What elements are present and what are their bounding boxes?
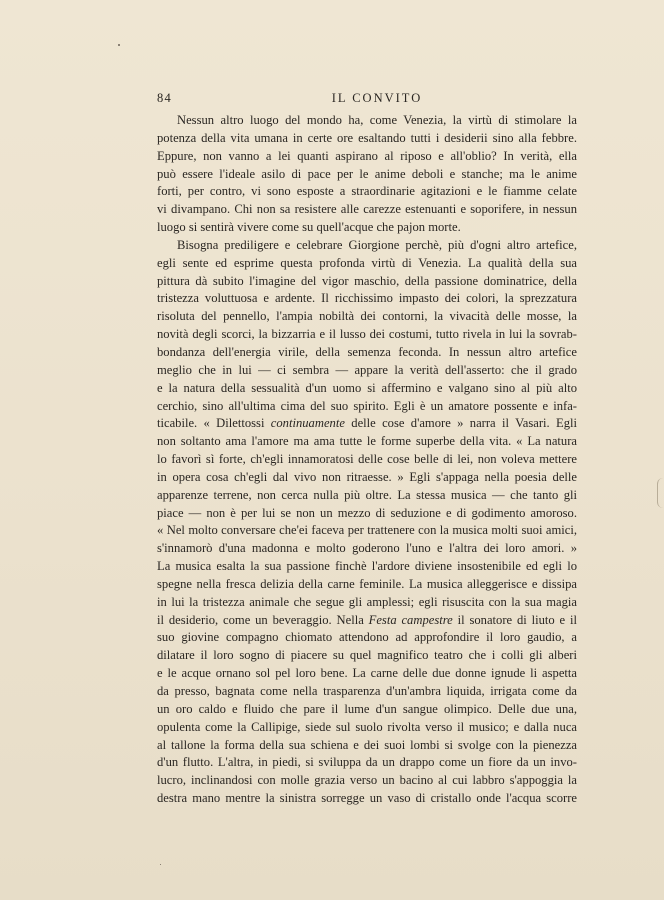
text-line: Nessun altro luogo del mondo ha, come Venezia, la virtù di stimolare la	[177, 113, 577, 127]
text-line: e la natura della sessualità d'un uomo si affermino e valgano sino al più alto	[157, 380, 577, 395]
text-line: tristezza voluttuosa e ardente. Il ricchissimo impasto dei colori, la sprezzatura	[157, 291, 577, 306]
text-line: apparenze terrene, non cerca nulla più oltre. La stessa musica — che tanto gli	[157, 487, 577, 502]
italic-text: Festa campestre	[368, 612, 453, 627]
body-text	[157, 112, 577, 808]
italic-text: continuamente	[270, 416, 345, 431]
text-line: « Nel molto conversare che'ei faceva per trattenere con la musica molti suoi amici,	[157, 523, 577, 538]
text-line: e le acque ornano sol pel loro bene. La carne delle due donne ignude li aspetta	[157, 666, 577, 681]
text-line: opulenta come la Callipige, siede sul suolo rivolta verso il musico; e dalla nuca	[157, 719, 577, 734]
text-line: forti, per contro, vi sono esposte a straordinarie agitazioni e le fiamme celate	[157, 184, 577, 199]
text-line: al tallone la forma della sua schiena e dei suoi lombi si svolge con la pienezza	[157, 737, 577, 752]
page-edge-mark	[657, 478, 664, 508]
text-line: potenza della vita umana in certe ore esaltando tutti i desiderii sino alla febbre.	[157, 130, 577, 145]
paper-speck	[160, 864, 161, 865]
page-header	[157, 91, 577, 109]
text-line: meglio che in lui — ci sembra — appare la verità dell'asserto: che il grado	[157, 362, 577, 377]
text-line: cerchio, sino all'ultima cima del suo spirito. Egli è un amatore possente e infa-	[157, 398, 577, 413]
text-segment: il sonatore di liuto e il	[452, 612, 577, 627]
text-line	[157, 415, 577, 433]
text-line: Eppure, non vanno a lei quanti aspirano al riposo e all'oblio? In verità, ella	[157, 148, 577, 163]
text-segment: ticabile. « Dilettossi	[157, 416, 271, 431]
text-line: un oro caldo e fluido che pare il lume d'un sangue olimpico. Delle due una,	[157, 701, 577, 716]
text-line: da presso, bagnata come nella trasparenza d'un'ambra liquida, irrigata come da	[157, 684, 577, 698]
text-line: vi divampano. Chi non sa resistere alle carezze estenuanti e soporifere, in nessun	[157, 202, 577, 217]
text-segment: il desiderio, come un beveraggio. Nella	[157, 612, 369, 627]
text-line: novità degli scorci, la bizzarria e il lusso dei costumi, tutto rivela in lui la sovrab-	[157, 327, 577, 342]
text-line: risoluta del pennello, l'ampia nobiltà dei contorni, la vivacità delle mosse, la	[157, 309, 577, 324]
text-line: s'innamorò d'una madonna e molto goderono l'uno e l'altra dei loro amori. »	[157, 541, 577, 556]
text-line: suo giovine compagno chiomato attendono ad approfondire il loro gaudio, a	[157, 630, 577, 645]
running-head: IL CONVITO	[331, 91, 423, 105]
text-line: dilatare il loro sogno di piacere su quel magnifico teatro che i colli gli alberi	[157, 648, 577, 663]
text-line: La musica esalta la sua passione finchè l'ardore diviene insostenibile ed egli lo	[157, 559, 577, 574]
text-line: spegne nella fresca delizia della carne feminile. La musica alleggerisce e dissipa	[157, 576, 577, 591]
text-line: destra mano mentre la sinistra sorregge un vaso di cristallo onde l'acqua scorre	[157, 791, 577, 806]
text-line: bondanza dell'energia virile, della semenza feconda. In nessun altro artefice	[157, 344, 577, 359]
text-line: in lui la tristezza animale che segue gli amplessi; egli risuscita con la sua magia	[157, 594, 577, 609]
text-line: può essere l'ideale asilo di pace per le anime deboli e stanche; ma le anime	[157, 166, 577, 181]
text-line: in opera cosa ch'egli dal vivo non ritraesse. » Egli s'appaga nella poesia delle	[157, 469, 577, 484]
text-segment: delle cose d'amore » narra il Vasari. Egli	[344, 416, 578, 431]
text-line: non soltanto ama l'amore ma ama tutte le forme superbe della vita. « La natura	[157, 434, 577, 449]
text-line: lo favorì sì forte, ch'egli innamoratosi delle cose belle di lei, non voleva mettere	[157, 452, 577, 467]
text-line: lucro, inclinandosi con molle grazia verso un bacino al cui labbro s'appoggia la	[157, 773, 577, 788]
text-line	[157, 612, 577, 630]
text-line: luogo si sentirà vivere come su quell'acque che pajon morte.	[157, 220, 461, 235]
text-line: piace — non è per lui se non un mezzo di seduzione e di godimento amoroso.	[157, 505, 577, 520]
text-line: d'un flutto. L'altra, in piedi, si sviluppa da un drappo come un fiore da un invo-	[157, 755, 577, 770]
text-line: pittura dà subito l'imagine del vigor maschio, della passione dominatrice, della	[157, 273, 577, 288]
text-line: Bisogna prediligere e celebrare Giorgione perchè, più d'ogni altro artefice,	[177, 237, 577, 252]
paper-speck	[118, 44, 120, 46]
text-line: egli sente ed esprime questa profonda virtù di Venezia. La qualità della sua	[157, 255, 577, 270]
page-number: 84	[157, 91, 172, 105]
